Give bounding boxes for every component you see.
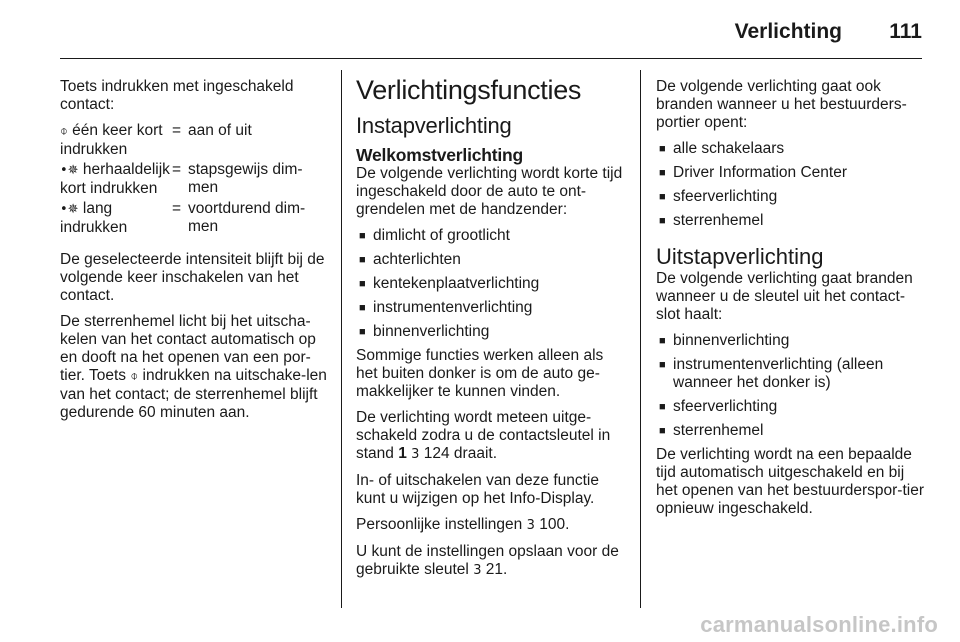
topic-heading: Welkomstverlichting xyxy=(356,145,524,165)
paragraph: Sommige functies werken alleen als het buiten donker is om de auto ge-makkelijker te kunnen vinden. xyxy=(356,347,604,400)
page-reference-icon: 3 xyxy=(526,518,535,533)
paragraph: U kunt de instellingen opslaan voor de gebruikte sleutel 3 21. xyxy=(356,543,619,578)
list-item: ■ sterrenhemel xyxy=(656,212,924,230)
control-row xyxy=(60,200,328,237)
list-item: ■ sfeerverlichting xyxy=(656,398,924,416)
equals-sign: = xyxy=(172,122,182,139)
paragraph: De verlichting wordt na een bepaalde tijd automatisch uitgeschakeld en bij het openen van het bestuurderspor-tier opnieuw ingeschakeld. xyxy=(656,446,924,517)
dimmer-icon: •✵ xyxy=(60,202,79,217)
column-divider xyxy=(640,70,641,608)
list-item: ■ sfeerverlichting xyxy=(656,188,924,206)
bullet-list xyxy=(656,332,924,440)
list-item: ■ binnenverlichting xyxy=(356,323,628,341)
list-item: ■ achterlichten xyxy=(356,251,628,269)
list-item: ■ dimlicht of grootlicht xyxy=(356,227,628,245)
paragraph: De verlichting wordt meteen uitge-schakeld zodra u de contactsleutel in stand 1 3 124 draait. xyxy=(356,409,611,462)
intro-text: Toets indrukken met ingeschakeld contact: xyxy=(60,78,294,113)
column-middle xyxy=(356,75,628,588)
paragraph: De volgende verlichting gaat branden wanneer u de sleutel uit het contact-slot haalt: xyxy=(656,270,913,323)
equals-sign: = xyxy=(172,200,182,217)
control-row xyxy=(60,161,328,198)
column-left xyxy=(60,78,328,430)
subsection-heading: Uitstapverlichting xyxy=(656,244,824,269)
control-value: voortdurend dim-men xyxy=(188,200,306,235)
subsection-heading: Instapverlichting xyxy=(356,113,512,138)
power-icon: ⌽ xyxy=(130,369,139,384)
control-key: herhaaldelijk kort indrukken xyxy=(60,161,170,197)
control-key: één keer kort indrukken xyxy=(60,122,163,158)
dimmer-icon: •✵ xyxy=(60,163,79,178)
key-position: 1 xyxy=(398,445,407,462)
column-divider xyxy=(341,70,342,608)
bullet-list xyxy=(656,140,924,230)
power-icon: ⌽ xyxy=(60,124,68,139)
paragraph: Persoonlijke instellingen 3 100. xyxy=(356,516,570,533)
header-divider xyxy=(60,58,922,59)
list-item: ■ instrumentenverlichting (alleen wanneer het donker is) xyxy=(656,356,924,392)
page-reference-icon: 3 xyxy=(411,447,420,462)
page-reference-icon: 3 xyxy=(473,563,482,578)
column-right xyxy=(656,78,924,526)
control-table xyxy=(60,122,328,237)
paragraph: De volgende verlichting wordt korte tijd ingeschakeld door de auto te ont-grendelen met de handzender: xyxy=(356,165,623,218)
control-value: stapsgewijs dim-men xyxy=(188,161,303,196)
paragraph: In- of uitschakelen van deze functie kunt u wijzigen op het Info-Display. xyxy=(356,472,599,507)
control-row xyxy=(60,122,328,159)
equals-sign: = xyxy=(172,161,182,178)
control-value: aan of uit xyxy=(188,122,252,139)
list-item: ■ alle schakelaars xyxy=(656,140,924,158)
paragraph: De sterrenhemel licht bij het uitscha-kelen van het contact automatisch op en dooft na het openen van een por-tier. Toets ⌽ indrukken na uitschake-len van het contact; de sterrenhemel blijft gedurende 60 minuten aan. xyxy=(60,313,327,421)
list-item: ■ sterrenhemel xyxy=(656,422,924,440)
page-header xyxy=(0,0,960,62)
page-number: 111 xyxy=(889,20,922,43)
paragraph: De volgende verlichting gaat ook branden wanneer u het bestuurders-portier opent: xyxy=(656,78,907,131)
paragraph: De geselecteerde intensiteit blijft bij de volgende keer inschakelen van het contact. xyxy=(60,251,325,304)
list-item: ■ kentekenplaatverlichting xyxy=(356,275,628,293)
page-title: Verlichting xyxy=(734,20,842,43)
watermark: carmanualsonline.info xyxy=(700,612,938,637)
control-key: lang indrukken xyxy=(60,200,128,236)
bullet-list xyxy=(356,227,628,341)
list-item: ■ instrumentenverlichting xyxy=(356,299,628,317)
list-item: ■ binnenverlichting xyxy=(656,332,924,350)
list-item: ■ Driver Information Center xyxy=(656,164,924,182)
section-heading: Verlichtingsfuncties xyxy=(356,75,582,105)
